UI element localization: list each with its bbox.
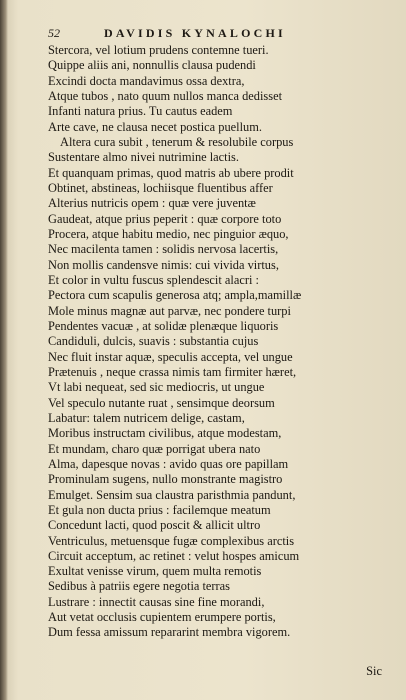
verse-line: Candiduli, dulcis, suavis : substantia cujus [48, 334, 259, 349]
verse-line: Concedunt lacti, quod poscit & allicit ultro [48, 518, 261, 533]
verse-line: Arte cave, ne clausa necet postica puellum. [48, 119, 262, 134]
verse-line: Ventriculus, metuensque fugæ complexibus arctis [48, 533, 295, 548]
verse-line: Dum fessa amissum repararint membra vigorem. [48, 625, 291, 640]
catchword: Sic [366, 664, 382, 678]
verse-line: Pendentes vacuæ , at solidæ plenæque liquoris [48, 318, 279, 333]
verse-line: Aut vetat occlusis cupientem erumpere portis, [48, 610, 276, 625]
verse-line: Gaudeat, atque prius peperit : quæ corpore toto [48, 211, 282, 226]
verse-line: Obtinet, abstineas, lochiisque fluentibus affer [48, 180, 273, 195]
verse-line: Exultat venisse virum, quem multa remotis [48, 564, 262, 579]
verse-line: Et quanquam primas, quod matris ab ubere prodit [48, 165, 294, 180]
verse-line: Infanti natura prius. Tu cautus eadem [48, 104, 233, 119]
verse-line: Excindi docta mandavimus ossa dextra, [48, 73, 245, 88]
verse-line: Stercora, vel lotium prudens contemne tueri. [48, 43, 269, 57]
verse-line: Lustrare : innectit causas sine fine morandi, [48, 594, 265, 609]
verse-line: Emulget. Sensim sua claustra paristhmia pandunt, [48, 487, 296, 502]
verse-line: Vel speculo nutante ruat , sensimque deorsum [48, 395, 275, 410]
verse-line: Labatur: talem nutricem delige, castam, [48, 410, 245, 425]
running-head: DAVIDIS KYNALOCHI [104, 26, 286, 40]
verse-line: Nec fluit instar aquæ, speculis accepta, vel ungue [48, 349, 293, 364]
verse-line: Moribus instructam civilibus, atque modestam, [48, 426, 282, 441]
verse-line: Sedibus à patriis egere negotia terras [48, 579, 231, 594]
page-gutter-shadow [0, 0, 8, 700]
verse-line: Mole minus magnæ aut parvæ, nec pondere turpi [48, 303, 291, 318]
verse-line: Pectora cum scapulis generosa atq; ampla,mamillæ [48, 288, 302, 303]
verse-line: Alterius nutricis opem : quæ vere juventæ [48, 196, 256, 211]
verse-line: Prominulam sugens, nullo monstrante magistro [48, 472, 283, 487]
poem-text [48, 43, 388, 641]
verse-line: Sustentare almo nivei nutrimine lactis. [48, 150, 239, 165]
verse-line: Et mundam, charo quæ porrigat ubera nato [48, 441, 261, 456]
verse-line: Et color in vultu fuscus splendescit alacri : [48, 272, 259, 287]
verse-line: Prætenuis , neque crassa nimis tam firmiter hæret, [48, 364, 297, 379]
verse-line: Non mollis candensve nimis: cui vivida virtus, [48, 257, 279, 272]
verse-line: Et gula non ducta prius : facilemque meatum [48, 502, 271, 517]
verse-line: Altera cura subit , tenerum & resolubile corpus [60, 134, 294, 149]
verse-line: Circuit acceptum, ac retinet : velut hospes amicum [48, 548, 300, 563]
page-header [48, 26, 388, 42]
verse-line: Nec macilenta tamen : solidis nervosa lacertis, [48, 242, 279, 257]
verse-line: Atque tubos , nato quum nullos manca dedisset [48, 88, 283, 103]
verse-line: Quippe aliis ani, nonnullis clausa pudendi [48, 58, 256, 73]
verse-line: Vt labi nequeat, sed sic mediocris, ut ungue [48, 380, 265, 395]
verse-line: Procera, atque habitu medio, nec pinguior æquo, [48, 226, 289, 241]
verse-line: Alma, dapesque novas : avido quas ore papillam [48, 456, 289, 471]
page-number: 52 [48, 26, 60, 40]
